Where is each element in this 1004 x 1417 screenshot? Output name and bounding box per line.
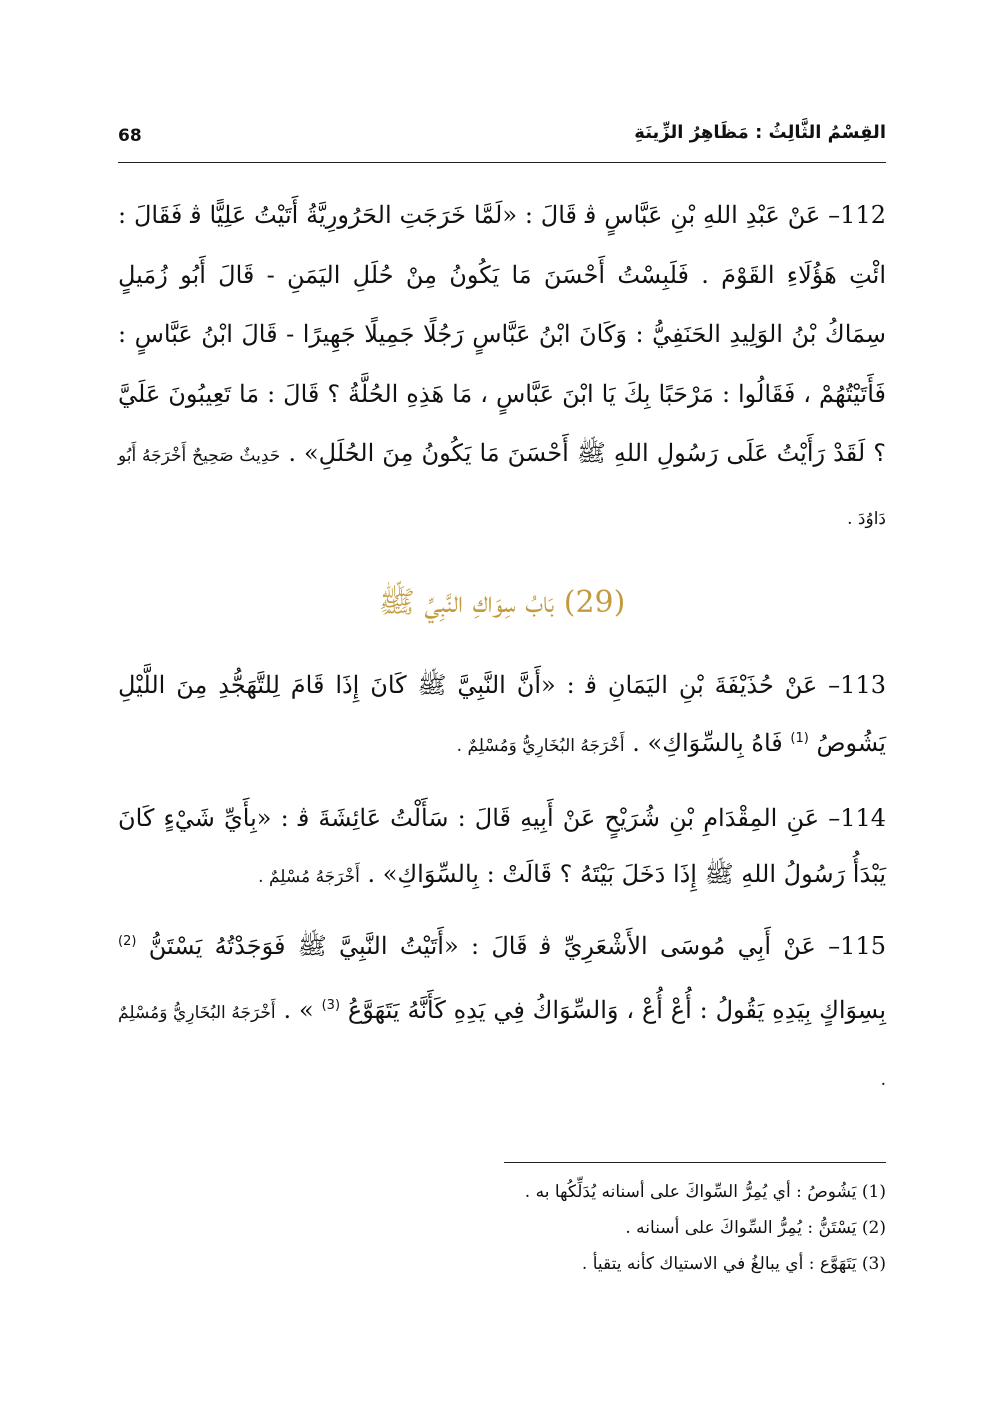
hadith-text-continued: بِسِوَاكٍ بِيَدِهِ يَقُولُ : أُعْ أُعْ ، وَالسِّوَاكُ فِي يَدِهِ كَأَنَّهُ يَتَهَوَّعُ: [347, 996, 887, 1024]
hadith-number: 113–: [828, 671, 886, 699]
hadith-reference: أَخْرَجَهُ مُسْلِمٌ .: [258, 867, 360, 887]
footnotes: [118, 1174, 886, 1282]
footnote-marker: (3): [321, 998, 341, 1013]
hadith-reference: أَخْرَجَهُ البُخَارِيُّ وَمُسْلِمٌ .: [456, 736, 625, 756]
footnote: (3) يَتَهَوَّع : أي يبالغُ في الاستياك كأنه يتقيأ .: [581, 1254, 886, 1274]
hadith-number: 115–: [828, 932, 886, 960]
hadith-text: عَنْ حُذَيْفَةَ بْنِ اليَمَانِ ﭬ : «أَنَّ النَّبِيَّ ﷺ كَانَ إِذَا قَامَ لِلتَّهَجُّدِ مِنَ اللَّيْلِ يَشُوصُ: [118, 671, 886, 757]
footnote: (2) يَسْتَنُّ : يُمِرُّ السِّواكَ على أسنانه .: [625, 1218, 886, 1238]
hadith-115: [118, 914, 886, 1112]
hadith-text-end: » .: [283, 996, 314, 1024]
hadith-114: [118, 790, 886, 905]
hadith-number: 112–: [828, 201, 886, 229]
page-number: 68: [118, 126, 142, 146]
hadith-text: عَنْ عَبْدِ اللهِ بْنِ عَبَّاسٍ ﭬ قَالَ : «لَمَّا خَرَجَتِ الحَرُورِيَّةُ أَتَيْتُ عَلِيًّا ﭬ فَقَالَ : ائْتِ هَؤُلَاءِ القَوْمَ . فَلَبِسْتُ أَحْسَنَ مَا يَكُونُ مِنْ حُلَلِ اليَمَنِ - قَالَ أَبُو زُمَيلٍ سِمَاكُ بْنُ الوَلِيدِ الحَنَفِيُّ : وَكَانَ ابْنُ عَبَّاسٍ رَجُلًا جَمِيلًا جَهِيرًا - قَالَ ابْنُ عَبَّاسٍ : فَأَتَيْتُهُمْ ، فَقَالُوا : مَرْحَبًا بِكَ يَا ابْنَ عَبَّاسٍ ، مَا هَذِهِ الحُلَّةُ ؟ قَالَ : مَا تَعِيبُونَ عَلَيَّ ؟ لَقَدْ رَأَيْتُ عَلَى رَسُولِ اللهِ ﷺ أَحْسَنَ مَا يَكُونُ مِنَ الحُلَلِ» .: [118, 201, 886, 467]
running-title: القِسْمُ الثَّالِثُ : مَظَاهِرُ الزِّينَةِ: [634, 122, 886, 143]
footnote: (1) يَشُوصُ : أي يُمِرُّ السِّواكَ على أسنانه يُدَلِّكُها به .: [524, 1182, 886, 1202]
hadith-text: عَنْ أَبِي مُوسَى الأَشْعَرِيِّ ﭬ قَالَ : «أَتَيْتُ النَّبِيَّ ﷺ فَوَجَدْتُهُ يَسْتَنُّ: [148, 932, 816, 960]
hadith-113: [118, 656, 886, 775]
hadith-reference: أَخْرَجَهُ البُخَارِيُّ وَمُسْلِمٌ .: [118, 1003, 886, 1090]
footnote-marker: (2): [118, 934, 137, 949]
hadith-text-continued: فَاهُ بِالسِّوَاكِ» .: [632, 729, 783, 757]
page-header: [118, 122, 886, 163]
hadith-112: [118, 186, 886, 549]
hadith-number: 114–: [828, 804, 886, 832]
hadith-text: عَنِ المِقْدَامِ بْنِ شُرَيْحٍ عَنْ أَبِيهِ قَالَ : سَأَلْتُ عَائِشَةَ ﭬ : «بِأَيِّ شَيْءٍ كَانَ يَبْدَأُ رَسُولُ اللهِ ﷺ إِذَا دَخَلَ بَيْتَهُ ؟ قَالَتْ : بِالسِّوَاكِ» .: [118, 804, 886, 888]
chapter-title: (29) بَابُ سِوَاكِ النَّبِيِّ ﷺ: [378, 585, 626, 620]
footnote-marker: (1): [790, 731, 809, 746]
hadith-reference: حَدِيثٌ صَحِيحٌ أَخْرَجَهُ أَبُو دَاوُدَ .: [118, 446, 886, 529]
footnote-divider: [504, 1162, 886, 1163]
